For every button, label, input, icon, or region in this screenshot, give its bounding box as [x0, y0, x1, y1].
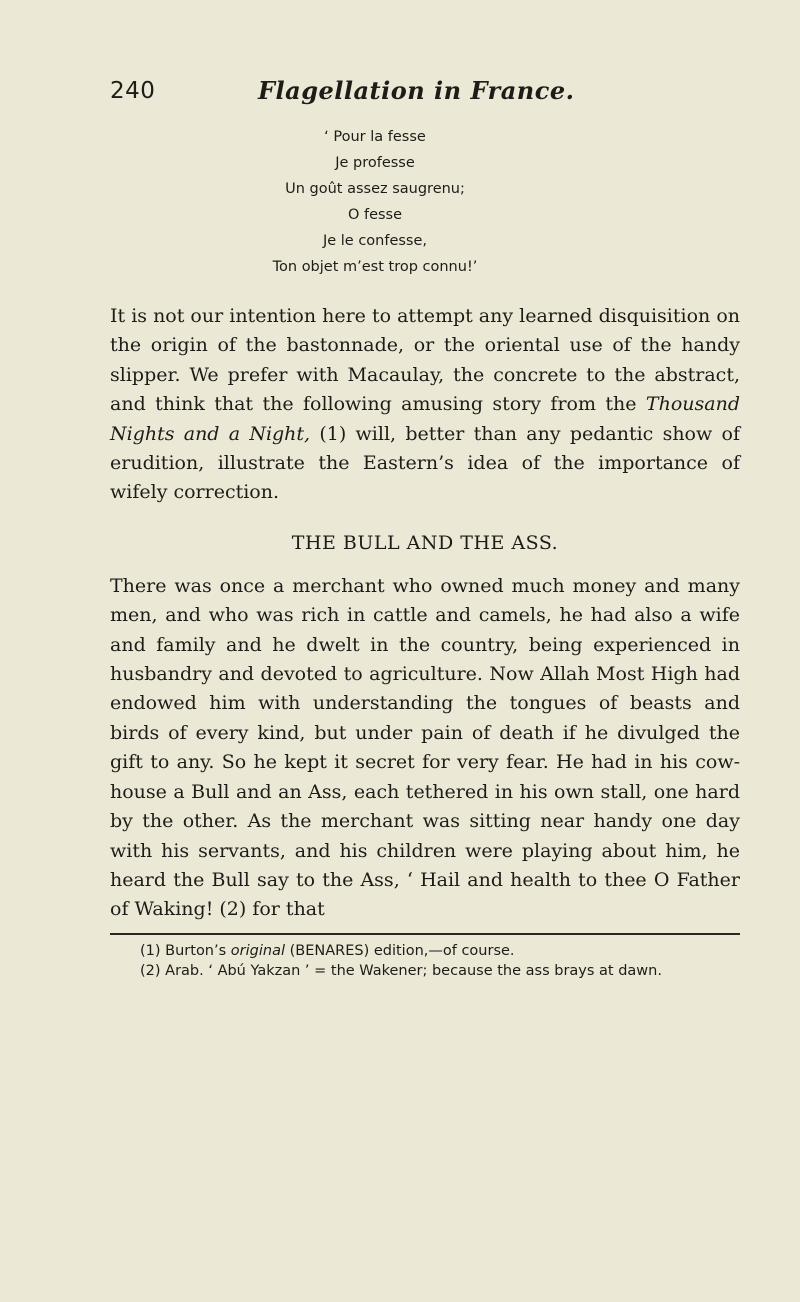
verse-line: Ton objet m’est trop connu!’: [272, 259, 478, 275]
running-head: [110, 78, 740, 118]
footnote-text: Arab. ‘ Abú Yakzan ’ = the Wakener; because the ass brays at dawn.: [160, 962, 662, 979]
footnote-text: Burton’s: [160, 942, 231, 959]
page-number: 240: [110, 78, 156, 104]
story-paragraph: [110, 572, 740, 925]
intro-text-cont: will, better than any pedantic show of erudition, illustrate the Eastern’s idea of the importance of wifely correction.: [110, 422, 740, 504]
footnote-1: [110, 941, 740, 961]
footnote-italic: original: [230, 942, 285, 959]
verse-line: Je le confesse,: [322, 233, 428, 249]
intro-paragraph: [110, 302, 740, 508]
footnote-mark: (1): [140, 942, 161, 959]
footnote-divider: [110, 933, 740, 935]
story-text-cont: for that: [246, 898, 325, 921]
running-title: Flagellation in France.: [258, 76, 575, 105]
footnote-2: [110, 961, 740, 981]
verse-line: Je professe: [335, 155, 415, 171]
book-page: [110, 78, 740, 981]
story-text: There was once a merchant who owned much money and many men, and who was rich in cattle and camels, he had also a wife and family and he dwelt in the country, being experienced in husbandry and devoted to agriculture. Now Allah Most High had endowed him with understanding the tongues of beasts and birds of every kind, but under pain of death if he divulged the gift to any. So he kept it secret for very fear. He had in his cow-house a Bull and an Ass, each tethered in his own stall, one hard by the other. As the merchant was sitting near handy one day with his servants, and his children were playing about him, he heard the Bull say to the Ass, ‘ Hail and health to thee O Father of Waking!: [110, 574, 740, 921]
footnote-text-cont: (BENARES) edition,—of course.: [284, 942, 515, 959]
intro-text: It is not our intention here to attempt any learned disquisition on the origin of the bastonnade, or the oriental use of the handy slipper. We prefer with Macaulay, the concrete to the abstract, and think that the following amusing story from the: [110, 305, 740, 416]
story-heading: THE BULL AND THE ASS.: [291, 531, 559, 554]
french-verse: [110, 124, 570, 280]
footnote-mark: (2): [140, 962, 161, 979]
book-title: Thousand Nights and a Night,: [110, 393, 740, 445]
verse-line: ‘ Pour la fesse: [324, 129, 426, 145]
footnotes: [110, 941, 740, 981]
verse-line: Un goût assez saugrenu;: [285, 181, 465, 197]
verse-line: O fesse: [347, 207, 403, 223]
footnote-ref-2: (2): [213, 898, 247, 921]
footnote-ref-1: (1): [310, 422, 347, 445]
